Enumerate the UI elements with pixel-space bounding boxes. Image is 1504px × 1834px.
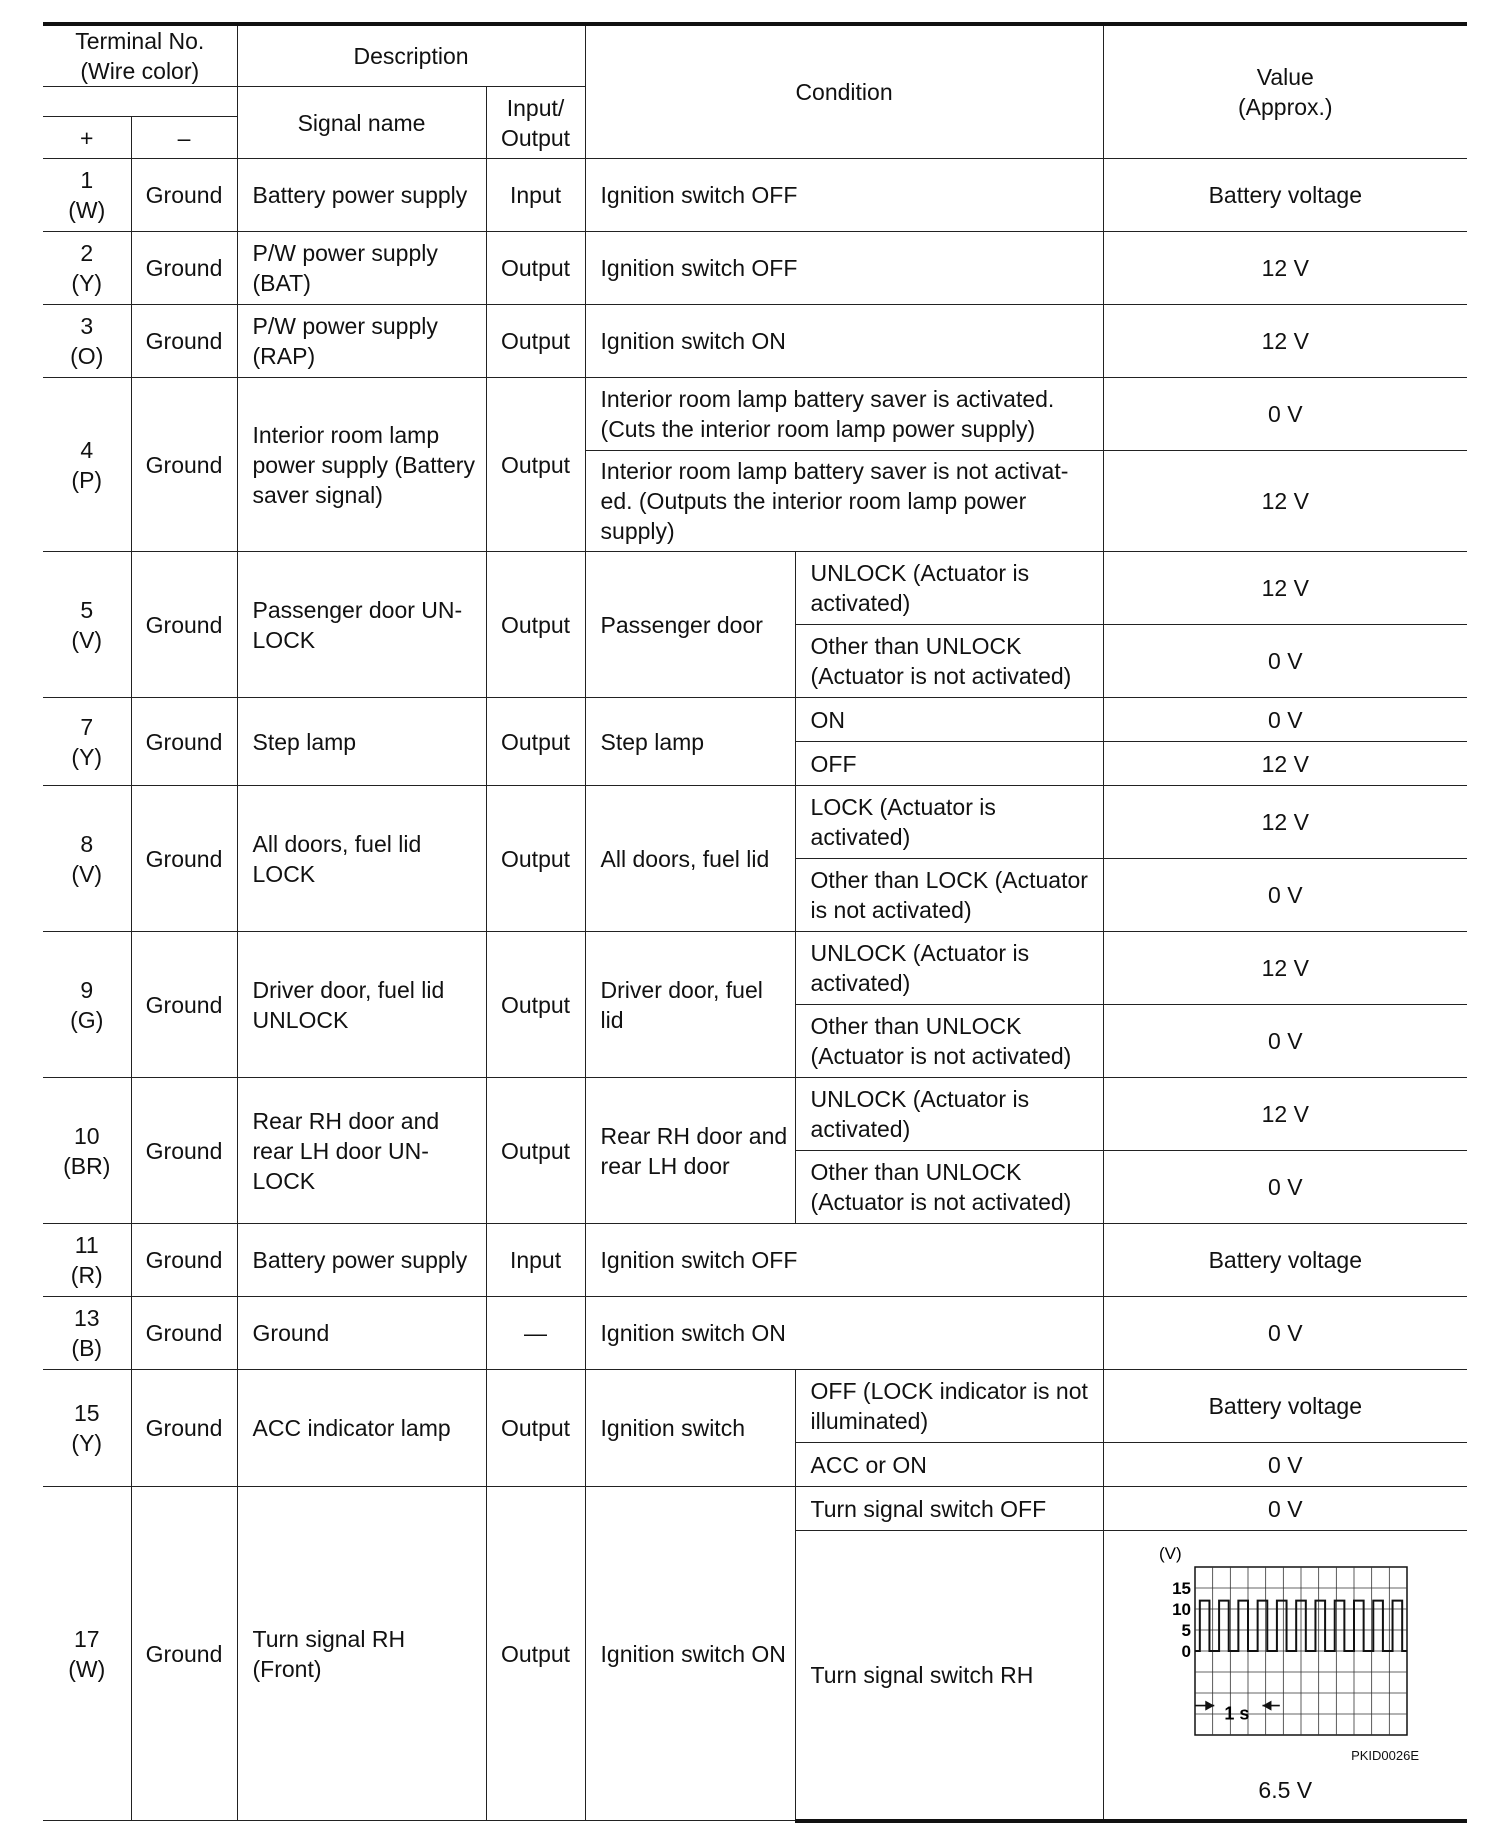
condition-cell: Ignition switch ON bbox=[585, 1487, 795, 1821]
signal-name-cell: Turn signal RH (Front) bbox=[237, 1487, 486, 1821]
waveform-unit-label: (V) bbox=[1159, 1544, 1182, 1563]
io-cell: Output bbox=[486, 698, 585, 786]
condition-state-cell: UNLOCK (Actuator is activated) bbox=[795, 1078, 1103, 1151]
io-label-1: Input/ bbox=[506, 94, 565, 121]
value-cell: 12 V bbox=[1103, 1078, 1467, 1151]
value-header bbox=[1103, 24, 1467, 159]
signal-name-cell: Interior room lamp power supply (Battery saver signal) bbox=[237, 378, 486, 552]
ground-cell: Ground bbox=[131, 1487, 237, 1821]
condition-cell: Interior room lamp battery saver is not activat-ed. (Outputs the interior room lamp power supply) bbox=[585, 451, 1103, 552]
table-row bbox=[43, 378, 1467, 451]
approx-label: (Approx.) bbox=[1237, 94, 1333, 120]
waveform-y-tick-label: 10 bbox=[1172, 1599, 1192, 1619]
terminal-cell: 15 (Y) bbox=[43, 1370, 131, 1487]
terminal-cell: 4 (P) bbox=[43, 378, 131, 552]
waveform-y-tick-label: 0 bbox=[1181, 1641, 1192, 1661]
signal-name-cell: P/W power supply (RAP) bbox=[237, 305, 486, 378]
value-cell: 12 V bbox=[1103, 305, 1467, 378]
ground-cell: Ground bbox=[131, 378, 237, 552]
io-cell: Output bbox=[486, 378, 585, 552]
waveform-y-tick-label: 5 bbox=[1181, 1620, 1192, 1640]
condition-state-cell: Other than UNLOCK (Actuator is not activated) bbox=[795, 625, 1103, 698]
ground-cell: Ground bbox=[131, 159, 237, 232]
condition-state-cell: Other than LOCK (Actuator is not activated) bbox=[795, 859, 1103, 932]
ground-cell: Ground bbox=[131, 305, 237, 378]
condition-state-cell: ON bbox=[795, 698, 1103, 742]
waveform-time-arrowhead bbox=[1263, 1700, 1272, 1710]
value-cell: Battery voltage bbox=[1103, 1370, 1467, 1443]
ground-cell: Ground bbox=[131, 1370, 237, 1487]
value-cell: 0 V bbox=[1103, 378, 1467, 451]
value-cell: 0 V bbox=[1103, 625, 1467, 698]
table-row bbox=[43, 1370, 1467, 1443]
condition-cell: Ignition switch OFF bbox=[585, 232, 1103, 305]
signal-name-cell: P/W power supply (BAT) bbox=[237, 232, 486, 305]
waveform-value-cell bbox=[1103, 1531, 1467, 1821]
table-row bbox=[43, 232, 1467, 305]
table-row bbox=[43, 698, 1467, 742]
condition-state-cell: Other than UNLOCK (Actuator is not activated) bbox=[795, 1005, 1103, 1078]
terminal-cell: 8 (V) bbox=[43, 786, 131, 932]
terminal-cell: 5 (V) bbox=[43, 552, 131, 698]
condition-cell: Ignition switch OFF bbox=[585, 159, 1103, 232]
figure-id-label: PKID0026E bbox=[1351, 1747, 1420, 1763]
io-cell: Output bbox=[486, 552, 585, 698]
condition-cell: Interior room lamp battery saver is activated. (Cuts the interior room lamp power supply) bbox=[585, 378, 1103, 451]
value-cell: Battery voltage bbox=[1103, 1224, 1467, 1297]
value-cell: 0 V bbox=[1103, 1297, 1467, 1370]
terminal-cell: 13 (B) bbox=[43, 1297, 131, 1370]
value-label: Value bbox=[1256, 64, 1314, 90]
waveform-time-label: 1 s bbox=[1224, 1703, 1250, 1724]
value-cell: 12 V bbox=[1103, 552, 1467, 625]
terminal-cell: 3 (O) bbox=[43, 305, 131, 378]
condition-state-cell: UNLOCK (Actuator is activated) bbox=[795, 552, 1103, 625]
waveform-y-ticks bbox=[1172, 1579, 1191, 1661]
wire-color-label: (Wire color) bbox=[80, 58, 200, 84]
condition-cell: Ignition switch bbox=[585, 1370, 795, 1487]
io-cell: Output bbox=[486, 1487, 585, 1821]
table-row bbox=[43, 159, 1467, 232]
ground-cell: Ground bbox=[131, 1078, 237, 1224]
value-cell: 12 V bbox=[1103, 451, 1467, 552]
terminal-cell: 1 (W) bbox=[43, 159, 131, 232]
signal-name-cell: Rear RH door and rear LH door UN-LOCK bbox=[237, 1078, 486, 1224]
terminal-cell: 2 (Y) bbox=[43, 232, 131, 305]
description-header: Description bbox=[237, 24, 585, 87]
io-cell: Output bbox=[486, 232, 585, 305]
turn-signal-waveform-chart bbox=[1135, 1545, 1435, 1745]
table-row bbox=[43, 1297, 1467, 1370]
terminal-cell: 17 (W) bbox=[43, 1487, 131, 1821]
condition-state-cell: Turn signal switch RH bbox=[795, 1531, 1103, 1821]
minus-header: – bbox=[131, 117, 237, 159]
signal-name-cell: Battery power supply bbox=[237, 159, 486, 232]
value-cell: 0 V bbox=[1103, 859, 1467, 932]
table-row bbox=[43, 1078, 1467, 1151]
condition-state-cell: ACC or ON bbox=[795, 1443, 1103, 1487]
waveform-y-tick-label: 15 bbox=[1172, 1578, 1192, 1598]
ground-cell: Ground bbox=[131, 232, 237, 305]
signal-name-cell: Ground bbox=[237, 1297, 486, 1370]
ground-cell: Ground bbox=[131, 1297, 237, 1370]
condition-state-cell: LOCK (Actuator is activated) bbox=[795, 786, 1103, 859]
io-cell: Input bbox=[486, 1224, 585, 1297]
terminal-spec-table bbox=[43, 22, 1467, 1823]
ground-cell: Ground bbox=[131, 1224, 237, 1297]
value-cell: 0 V bbox=[1103, 1151, 1467, 1224]
terminal-cell: 7 (Y) bbox=[43, 698, 131, 786]
terminal-cell: 10 (BR) bbox=[43, 1078, 131, 1224]
value-cell: 0 V bbox=[1103, 698, 1467, 742]
value-cell: 0 V bbox=[1103, 1005, 1467, 1078]
signal-name-cell: Step lamp bbox=[237, 698, 486, 786]
condition-cell: Driver door, fuel lid bbox=[585, 932, 795, 1078]
value-cell: 6.5 V bbox=[1258, 1776, 1313, 1803]
condition-state-cell: UNLOCK (Actuator is activated) bbox=[795, 932, 1103, 1005]
value-cell: 12 V bbox=[1103, 786, 1467, 859]
table-row bbox=[43, 1224, 1467, 1297]
io-cell: Output bbox=[486, 932, 585, 1078]
value-cell: 12 V bbox=[1103, 232, 1467, 305]
condition-cell: Ignition switch ON bbox=[585, 305, 1103, 378]
terminal-cell: 11 (R) bbox=[43, 1224, 131, 1297]
value-cell: 12 V bbox=[1103, 742, 1467, 786]
signal-name-header: Signal name bbox=[237, 87, 486, 159]
condition-cell: Ignition switch OFF bbox=[585, 1224, 1103, 1297]
condition-cell: All doors, fuel lid bbox=[585, 786, 795, 932]
table-row bbox=[43, 786, 1467, 859]
condition-state-cell: Turn signal switch OFF bbox=[795, 1487, 1103, 1531]
ground-cell: Ground bbox=[131, 552, 237, 698]
value-cell: 0 V bbox=[1103, 1443, 1467, 1487]
value-cell: Battery voltage bbox=[1103, 159, 1467, 232]
condition-cell: Passenger door bbox=[585, 552, 795, 698]
io-cell: Output bbox=[486, 1078, 585, 1224]
value-cell: 12 V bbox=[1103, 932, 1467, 1005]
ground-cell: Ground bbox=[131, 698, 237, 786]
condition-cell: Rear RH door and rear LH door bbox=[585, 1078, 795, 1224]
table-row bbox=[43, 305, 1467, 378]
ground-cell: Ground bbox=[131, 932, 237, 1078]
io-cell: Output bbox=[486, 305, 585, 378]
condition-cell: Ignition switch ON bbox=[585, 1297, 1103, 1370]
terminal-no-label: Terminal No. bbox=[75, 28, 205, 54]
io-label-2: Output bbox=[501, 124, 571, 151]
terminal-no-header bbox=[43, 24, 237, 87]
table-row bbox=[43, 932, 1467, 1005]
condition-state-cell: OFF (LOCK indicator is not illuminated) bbox=[795, 1370, 1103, 1443]
signal-name-cell: Driver door, fuel lid UNLOCK bbox=[237, 932, 486, 1078]
terminal-cell: 9 (G) bbox=[43, 932, 131, 1078]
condition-header: Condition bbox=[585, 24, 1103, 159]
io-header bbox=[486, 87, 585, 159]
io-cell: Output bbox=[486, 786, 585, 932]
plus-header: + bbox=[43, 117, 131, 159]
signal-name-cell: Battery power supply bbox=[237, 1224, 486, 1297]
signal-name-cell: Passenger door UN-LOCK bbox=[237, 552, 486, 698]
condition-state-cell: Other than UNLOCK (Actuator is not activated) bbox=[795, 1151, 1103, 1224]
value-cell: 0 V bbox=[1103, 1487, 1467, 1531]
signal-name-cell: All doors, fuel lid LOCK bbox=[237, 786, 486, 932]
io-cell: — bbox=[486, 1297, 585, 1370]
condition-state-cell: OFF bbox=[795, 742, 1103, 786]
io-cell: Input bbox=[486, 159, 585, 232]
table-row bbox=[43, 552, 1467, 625]
io-cell: Output bbox=[486, 1370, 585, 1487]
terminal-no-header-cont bbox=[43, 87, 237, 117]
signal-name-cell: ACC indicator lamp bbox=[237, 1370, 486, 1487]
ground-cell: Ground bbox=[131, 786, 237, 932]
table-row bbox=[43, 1487, 1467, 1531]
condition-cell: Step lamp bbox=[585, 698, 795, 786]
